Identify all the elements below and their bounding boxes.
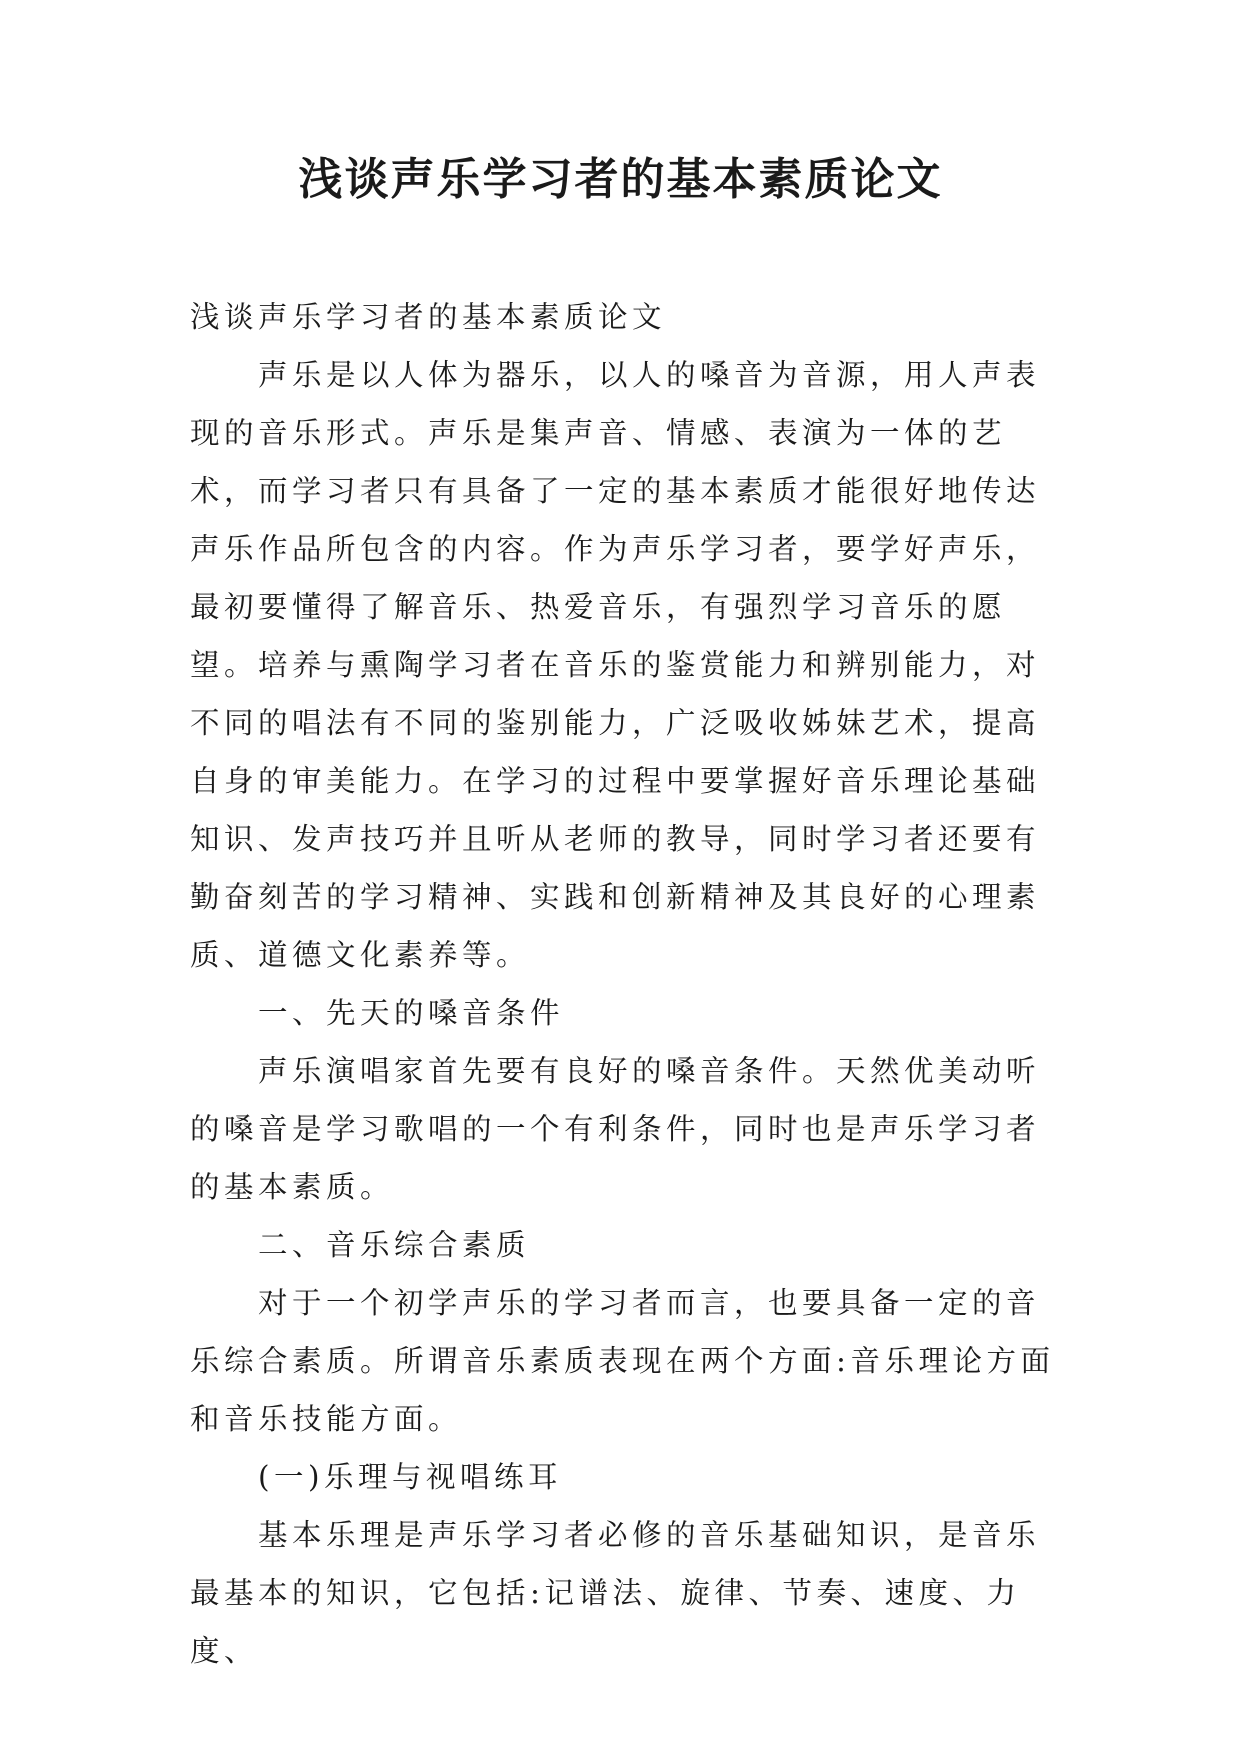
- document-body: [190, 288, 1060, 1680]
- document-title: 浅谈声乐学习者的基本素质论文: [298, 154, 943, 205]
- body-paragraph: 对于一个初学声乐的学习者而言，也要具备一定的音乐综合素质。所谓音乐素质表现在两个方面:音乐理论方面和音乐技能方面。: [190, 1286, 1055, 1436]
- body-paragraph: 浅谈声乐学习者的基本素质论文: [190, 300, 667, 334]
- body-paragraph: 声乐是以人体为器乐，以人的嗓音为音源，用人声表现的音乐形式。声乐是集声音、情感、表演为一体的艺术，而学习者只有具备了一定的基本素质才能很好地传达声乐作品所包含的内容。作为声乐学习者，要学好声乐，最初要懂得了解音乐、热爱音乐，有强烈学习音乐的愿望。培养与熏陶学习者在音乐的鉴赏能力和辨别能力，对不同的唱法有不同的鉴别能力，广泛吸收姊妹艺术，提高自身的审美能力。在学习的过程中要掌握好音乐理论基础知识、发声技巧并且听从老师的教导，同时学习者还要有勤奋刻苦的学习精神、实践和创新精神及其良好的心理素质、道德文化素养等。: [190, 358, 1041, 972]
- body-paragraph: 基本乐理是声乐学习者必修的音乐基础知识，是音乐最基本的知识，它包括:记谱法、旋律、节奏、速度、力度、: [190, 1518, 1041, 1668]
- subsection-heading: (一)乐理与视唱练耳: [258, 1460, 563, 1494]
- section-heading: 一、先天的嗓音条件: [258, 996, 565, 1030]
- body-paragraph: 声乐演唱家首先要有良好的嗓音条件。天然优美动听的嗓音是学习歌唱的一个有利条件，同时也是声乐学习者的基本素质。: [190, 1054, 1041, 1204]
- section-heading: 二、音乐综合素质: [258, 1228, 531, 1262]
